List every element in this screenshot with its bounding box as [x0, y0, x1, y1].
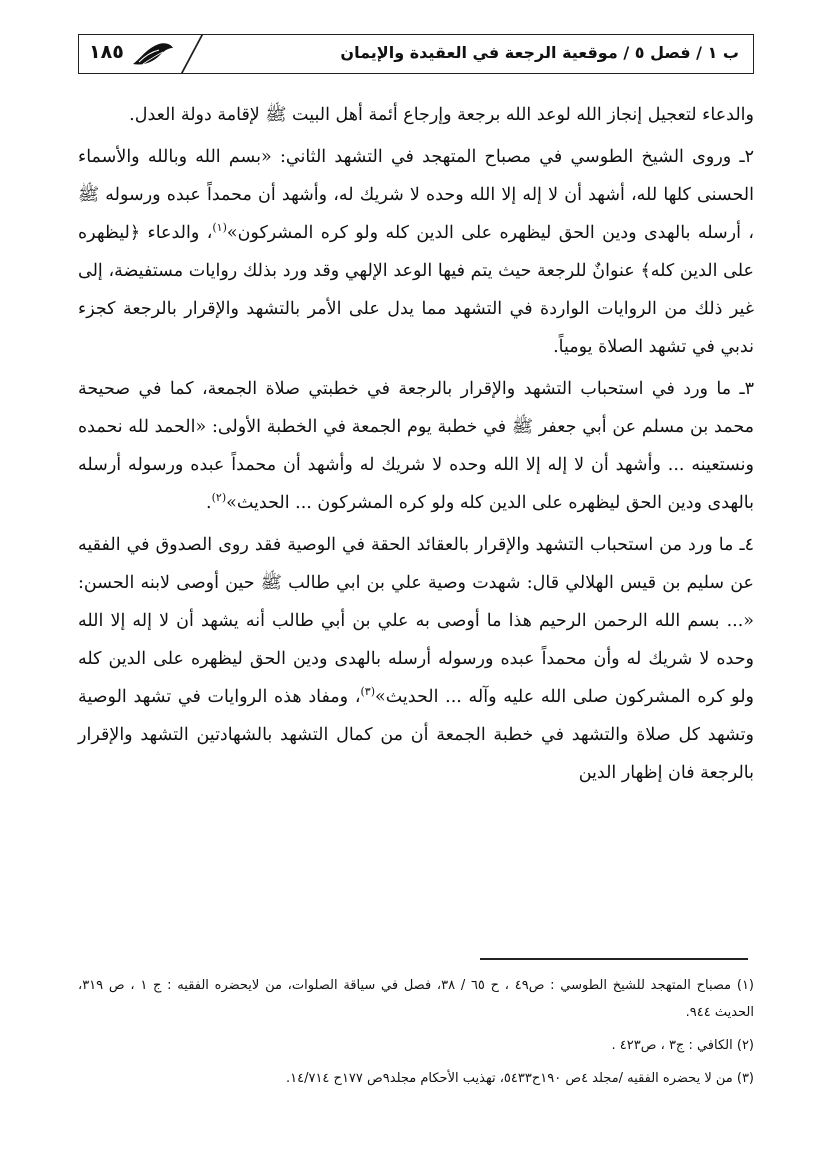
paragraph-text: ٤ـ ما ورد من استحباب التشهد والإقرار بالعقائد الحقة في الوصية فقد روى الصدوق في الفقيه عن سليم بن قيس الهلالي قال: شهدت وصية علي بن ابي طالب ﷺ حين أوصى لابنه الحسن: «... بسم الله الرحمن الرحيم هذا ما أوصى به علي بن أبي طالب أنه يشهد أن لا إله إلا الله وحده لا شريك له وأن محمداً عبده ورسوله أرسله بالهدى ودين الحق ليظهره على الدين كله ولو كره المشركون صلى الله عليه وآله ... الحديث»	[78, 535, 754, 707]
paragraph: والدعاء لتعجيل إنجاز الله لوعد الله برجعة وإرجاع أئمة أهل البيت ﷺ لإقامة دولة العدل.	[129, 105, 754, 125]
footnote-marker: (١)	[212, 221, 227, 235]
footnotes	[78, 972, 754, 1098]
paragraph	[78, 370, 754, 522]
paragraph-text: ، ومفاد هذه الروايات في تشهد الوصية وتشهد كل صلاة والتشهد في خطبة الجمعة أن من كمال التشهد بالشهادتين التشهد والإقرار بالرجعة فان إظهار الدين	[78, 687, 754, 783]
header-divider	[181, 35, 203, 73]
main-text	[78, 96, 754, 792]
running-header	[78, 34, 754, 74]
paragraph-text: ٣ـ ما ورد في استحباب التشهد والإقرار بالرجعة في خطبتي صلاة الجمعة، كما في صحيحة محمد بن مسلم عن أبي جعفر ﷺ في خطبة يوم الجمعة في الخطبة الأولى: «الحمد لله نحمده ونستعينه ... وأشهد أن لا إله إلا الله وحده لا شريك له وأشهد أن محمداً عبده ورسوله أرسله بالهدى ودين الحق ليظهره على الدين كله ولو كره المشركون ... الحديث»	[78, 379, 754, 513]
paragraph-text: .	[206, 493, 212, 513]
footnote: (٢) الكافي : ج٣ ، ص٤٢٣ .	[611, 1038, 754, 1053]
footnote: (٣) من لا يحضره الفقيه /مجلد ٤ص ١٩٠ح٥٤٣٣، تهذيب الأحكام مجلد٩ص ١٧٧ح ١٤/٧١٤.	[285, 1071, 754, 1086]
page-number: ١٨٥	[89, 41, 124, 63]
footnote: (١) مصباح المتهجد للشيخ الطوسي : ص٤٩ ، ح ٦٥ / ٣٨، فصل في سياقة الصلوات، من لايحضره الفقيه : ج ١ ، ص ٣١٩، الحديث ٩٤٤.	[78, 978, 754, 1020]
ornament-icon	[129, 38, 175, 70]
footnote-marker: (٢)	[211, 491, 227, 505]
paragraph-text: ، والدعاء ﴿ليظهره على الدين كله﴾ عنوانٌ للرجعة حيث يتم فيها الوعد الإلهي وقد ورد بذلك روايات مستفيضة، إلى غير ذلك من الروايات الواردة في التشهد مما يدل على الأمر بالتشهد والإقرار بالرجعة كجزء ندبي في تشهد الصلاة يومياً.	[78, 223, 754, 357]
header-title: ب ١ / فصل ٥ / موقعية الرجعة في العقيدة والإيمان	[340, 43, 739, 62]
paragraph-text: ٢ـ وروى الشيخ الطوسي في مصباح المتهجد في التشهد الثاني: «بسم الله وبالله والأسماء الحسنى كلها لله، أشهد أن لا إله إلا الله وحده لا شريك له، وأشهد أن محمداً عبده ورسوله ﷺ ، أرسله بالهدى ودين الحق ليظهره على الدين كله ولو كره المشركون»	[78, 147, 754, 243]
footnote-marker: (٣)	[360, 685, 375, 699]
paragraph	[78, 526, 754, 792]
paragraph	[78, 138, 754, 366]
footnote-separator	[480, 958, 748, 960]
